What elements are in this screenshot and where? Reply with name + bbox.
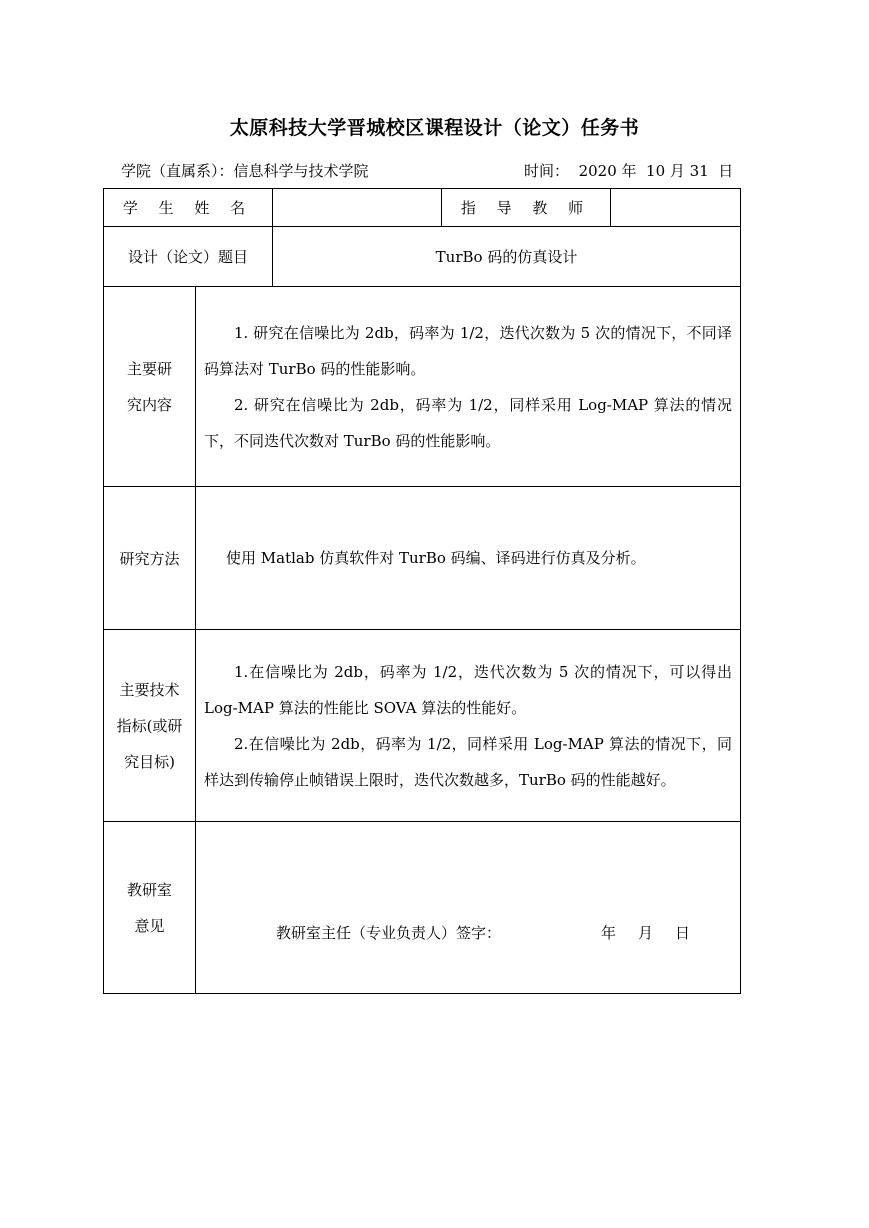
opinion-label-line1: 教研室	[126, 880, 172, 899]
content-label-line1: 主要研	[126, 359, 172, 378]
college-value: 信息科学与技术学院	[233, 162, 369, 180]
college-label: 学院（直属系）：	[121, 162, 234, 180]
student-advisor-row	[104, 189, 741, 227]
topic-row	[104, 227, 741, 287]
content-row	[104, 287, 741, 487]
day-label: 日	[675, 924, 691, 942]
indicator-label	[104, 630, 196, 822]
year-label: 年	[601, 924, 617, 942]
content-label	[104, 287, 196, 487]
time-line	[524, 160, 733, 181]
indicator-label-line1: 主要技术	[119, 680, 180, 699]
method-value: 使用 Matlab 仿真软件对 TurBo 码编、译码进行仿真及分析。	[196, 487, 741, 630]
signature-date	[601, 924, 712, 942]
indicator-paragraph-2: 2.在信噪比为 2db，码率为 1/2，同样采用 Log-MAP 算法的情况下，同样达到传输停止帧错误上限时，迭代次数越多，TurBo 码的性能越好。	[204, 734, 732, 789]
content-paragraph-1: 1. 研究在信噪比为 2db，码率为 1/2，迭代次数为 5 次的情况下，不同译码算法对 TurBo 码的性能影响。	[204, 323, 732, 378]
opinion-row	[104, 822, 741, 994]
student-name-label: 学 生 姓 名	[104, 189, 273, 227]
content-paragraph-2: 2. 研究在信噪比为 2db，码率为 1/2，同样采用 Log-MAP 算法的情况下，不同迭代次数对 TurBo 码的性能影响。	[204, 395, 732, 450]
topic-value: TurBo 码的仿真设计	[273, 227, 741, 287]
indicator-label-line3: 究目标)	[124, 752, 175, 771]
opinion-label	[104, 822, 196, 994]
content-cell	[196, 287, 741, 487]
advisor-label: 指 导 教 师	[442, 189, 611, 227]
time-label: 时间：	[524, 162, 570, 180]
student-name-field[interactable]	[273, 189, 442, 227]
topic-label: 设计（论文）题目	[104, 227, 273, 287]
indicator-cell	[196, 630, 741, 822]
content-label-line2: 究内容	[126, 395, 172, 414]
advisor-field[interactable]	[611, 189, 741, 227]
indicator-row	[104, 630, 741, 822]
signature-label: 教研室主任（专业负责人）签字：	[276, 924, 502, 942]
opinion-label-line2: 意见	[134, 916, 165, 935]
indicator-label-line2: 指标(或研	[116, 716, 183, 735]
month-label: 月	[638, 924, 654, 942]
method-label: 研究方法	[104, 487, 196, 630]
signature-line	[196, 872, 740, 943]
college-line	[121, 160, 369, 181]
opinion-cell	[196, 822, 741, 994]
method-row	[104, 487, 741, 630]
document-title: 太原科技大学晋城校区课程设计（论文）任务书	[229, 117, 640, 139]
time-value: 2020 年 10 月 31 日	[578, 162, 734, 180]
task-form-table	[103, 188, 741, 994]
indicator-paragraph-1: 1.在信噪比为 2db，码率为 1/2，迭代次数为 5 次的情况下，可以得出 Log-MAP 算法的性能比 SOVA 算法的性能好。	[204, 662, 732, 717]
